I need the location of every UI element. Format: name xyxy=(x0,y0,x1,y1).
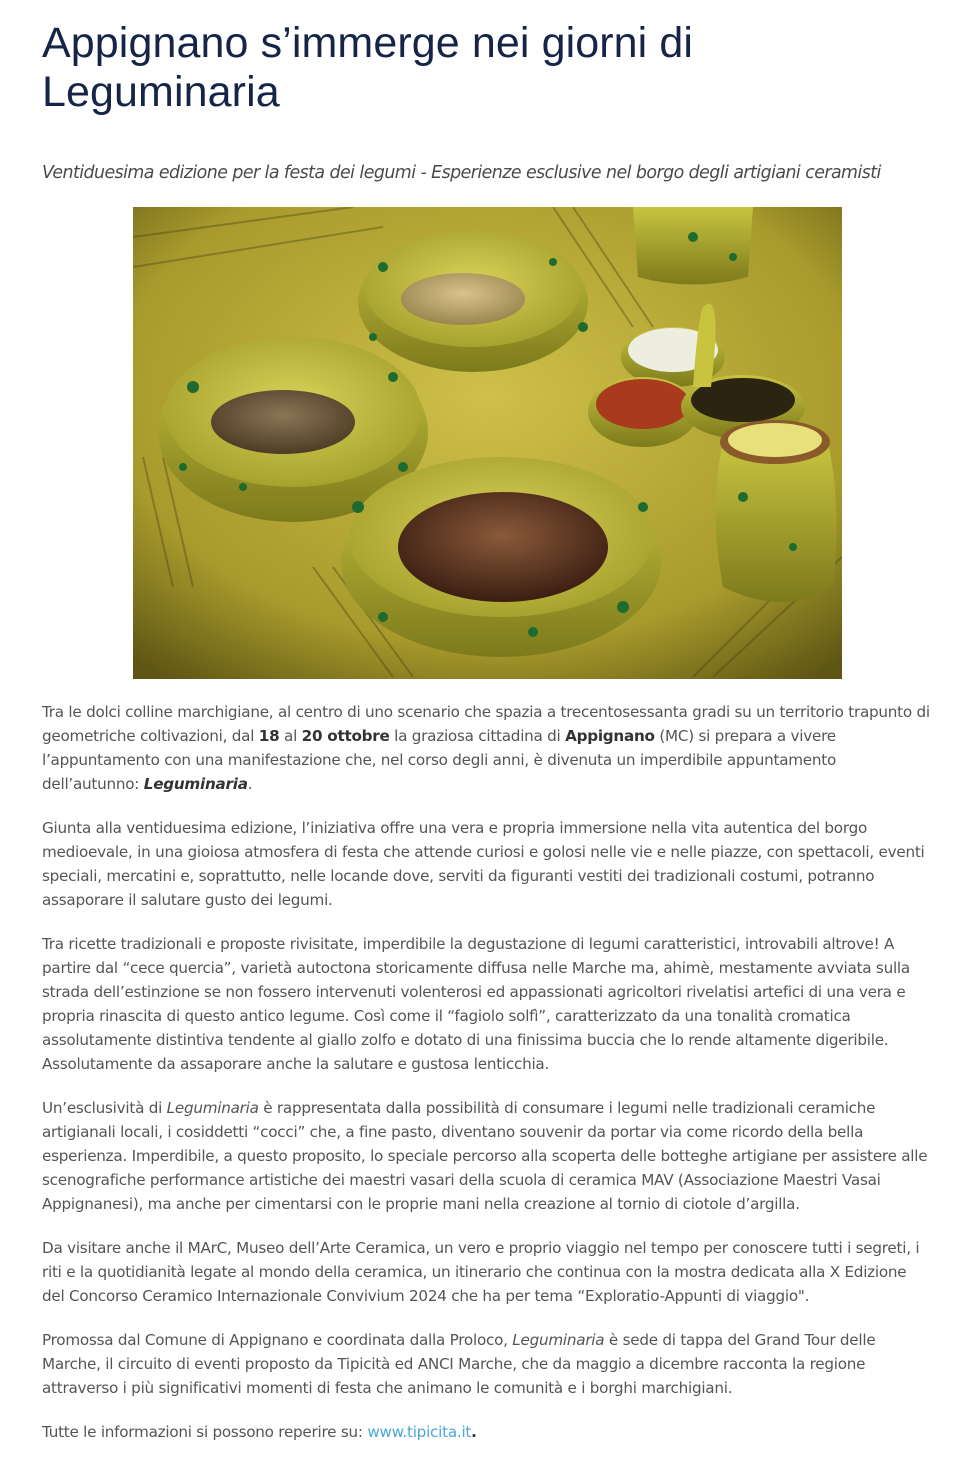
article-body xyxy=(42,700,930,1464)
paragraph-edition: Giunta alla ventiduesima edizione, l’iniziativa offre una vera e propria immersione nella vita autentica del borgo medioevale, in una gioiosa atmosfera di festa che attende curiosi e golosi nelle vie e nelle piazze, con spettacoli, eventi speciali, mercatini e, soprattutto, nelle locande dove, serviti da figuranti vestiti dei tradizionali costumi, potranno assaporare il salutare gusto dei legumi. xyxy=(42,819,925,909)
date-end: 20 ottobre xyxy=(301,727,390,745)
town-name: Appignano xyxy=(565,727,655,745)
paragraph-intro: Tra le dolci colline marchigiane, al centro di uno scenario che spazia a trecentosessanta gradi su un territorio trapunto di geometriche coltivazioni, dal 18 al 20 ottobre la graziosa cittadina di Appignano (MC) si prepara a vivere l’appuntamento con una manifestazione che, nel corso degli anni, è divenuta un imperdibile appuntamento dell’autunno: Leguminaria. xyxy=(42,703,930,793)
date-start: 18 xyxy=(258,727,280,745)
paragraph-ceramics: Un’esclusività di Leguminaria è rappresentata dalla possibilità di consumare i legumi nelle tradizionali ceramiche artigianali locali, i cosiddetti “cocci” che, a fine pasto, diventano souvenir da portar via come ricordo della bella esperienza. Imperdibile, a questo proposito, lo speciale percorso alla scoperta delle botteghe artigiane per assistere alle scenografiche performance artistiche dei maestri vasari della scuola di ceramica MAV (Associazione Maestri Vasai Appignanesi), ma anche per cimentarsi con le proprie mani nella creazione al tornio di ciotole d’argilla. xyxy=(42,1099,928,1213)
hero-image xyxy=(133,207,842,679)
paragraph-museum: Da visitare anche il MArC, Museo dell’Arte Ceramica, un vero e proprio viaggio nel tempo per conoscere tutti i segreti, i riti e la quotidianità legate al mondo della ceramica, un itinerario che continua con la mostra dedicata alla X Edizione del Concorso Ceramico Internazionale Convivium 2024 che ha per tema “Exploratio-Appunti di viaggio". xyxy=(42,1239,920,1305)
article-subtitle: Ventiduesima edizione per la festa dei legumi - Esperienze esclusive nel borgo degli artigiani ceramisti xyxy=(42,163,881,183)
paragraph-info: Tutte le informazioni si possono reperire su: www.tipicita.it. xyxy=(42,1423,477,1441)
event-name: Leguminaria xyxy=(512,1331,605,1349)
paragraph-grand-tour: Promossa dal Comune di Appignano e coordinata dalla Proloco, Leguminaria è sede di tappa del Grand Tour delle Marche, il circuito di eventi proposto da Tipicità ed ANCI Marche, che da maggio a dicembre racconta la regione attraverso i più significativi momenti di festa che animano le comunità e i borghi marchigiani. xyxy=(42,1331,876,1397)
article-title: Appignano s’immerge nei giorni di Leguminaria xyxy=(42,19,694,116)
tipicita-link[interactable]: www.tipicita.it xyxy=(367,1423,472,1441)
paragraph-recipes: Tra ricette tradizionali e proposte rivisitate, imperdibile la degustazione di legumi caratteristici, introvabili altrove! A partire dal “cece quercia”, varietà autoctona storicamente diffusa nelle Marche ma, ahimè, mestamente avviata sulla strada dell’estinzione se non fossero intervenuti volenterosi ed appassionati agricoltori rivelatisi artefici di una vera e propria rinascita di questo antico legume. Così come il “fagiolo solfì”, caratterizzato da una tonalità cromatica assolutamente distintiva tendente al giallo zolfo e dotato di una finissima buccia che lo rende altamente digeribile. Assolutamente da assaporare anche la salutare e gustosa lenticchia. xyxy=(42,935,910,1073)
event-name: Leguminaria xyxy=(166,1099,259,1117)
event-name: Leguminaria xyxy=(143,775,248,793)
